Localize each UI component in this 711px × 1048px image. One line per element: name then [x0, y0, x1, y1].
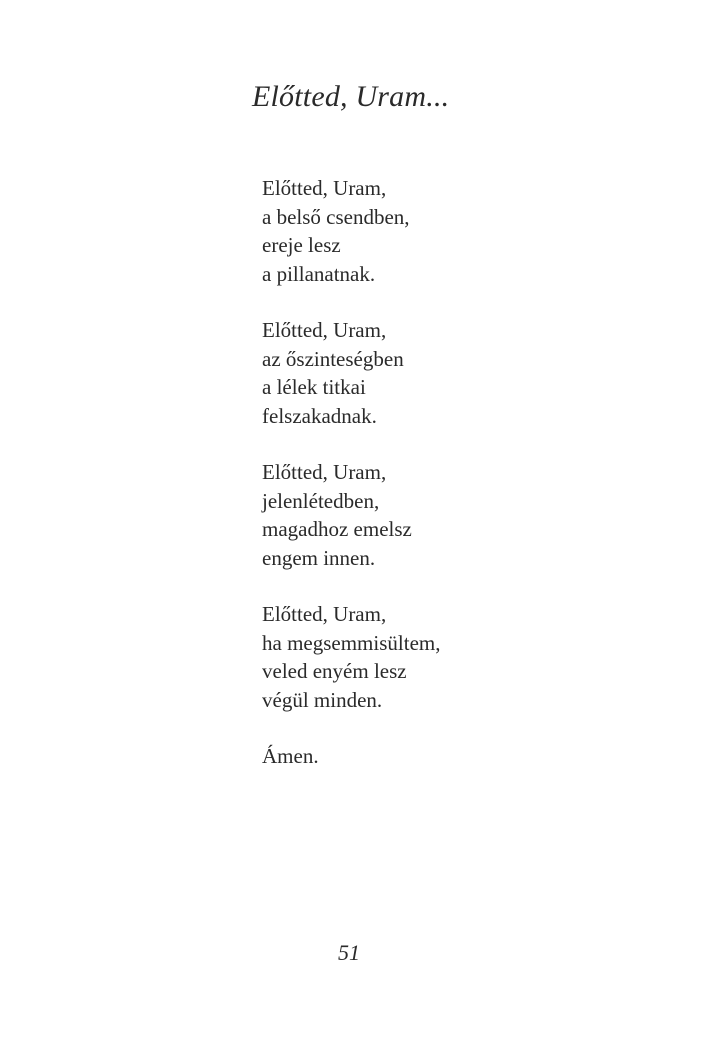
poem-line: felszakadnak. — [262, 403, 377, 428]
poem-line: veled enyém lesz — [262, 659, 407, 683]
poem-line: Előtted, Uram, — [262, 176, 387, 200]
stanza-4 — [262, 600, 562, 714]
page-number: 51 — [338, 940, 360, 965]
poem-line: ereje lesz — [262, 233, 341, 257]
poem-line: magadhoz emelsz — [262, 517, 412, 541]
poem-line: jelenlétedben, — [262, 488, 380, 513]
poem-line: a lélek titkai — [262, 375, 366, 399]
stanza-2 — [262, 316, 562, 430]
poem-line: Előtted, Uram, — [262, 602, 387, 626]
poem-title: Előtted, Uram... — [252, 80, 450, 113]
poem-line: Előtted, Uram, — [262, 318, 387, 342]
poem-line: Előtted, Uram, — [262, 460, 387, 484]
poem-line: a pillanatnak. — [262, 261, 376, 286]
poem-line: az őszinteségben — [262, 346, 404, 371]
poem-body — [262, 174, 562, 771]
stanza-1 — [262, 174, 562, 288]
poem-line: a belső csendben, — [262, 204, 410, 229]
poem-line: ha megsemmisültem, — [262, 630, 441, 655]
poem-line: végül minden. — [262, 687, 383, 712]
poem-line: engem innen. — [262, 545, 376, 570]
poem-closing: Ámen. — [262, 744, 319, 768]
stanza-3 — [262, 458, 562, 572]
